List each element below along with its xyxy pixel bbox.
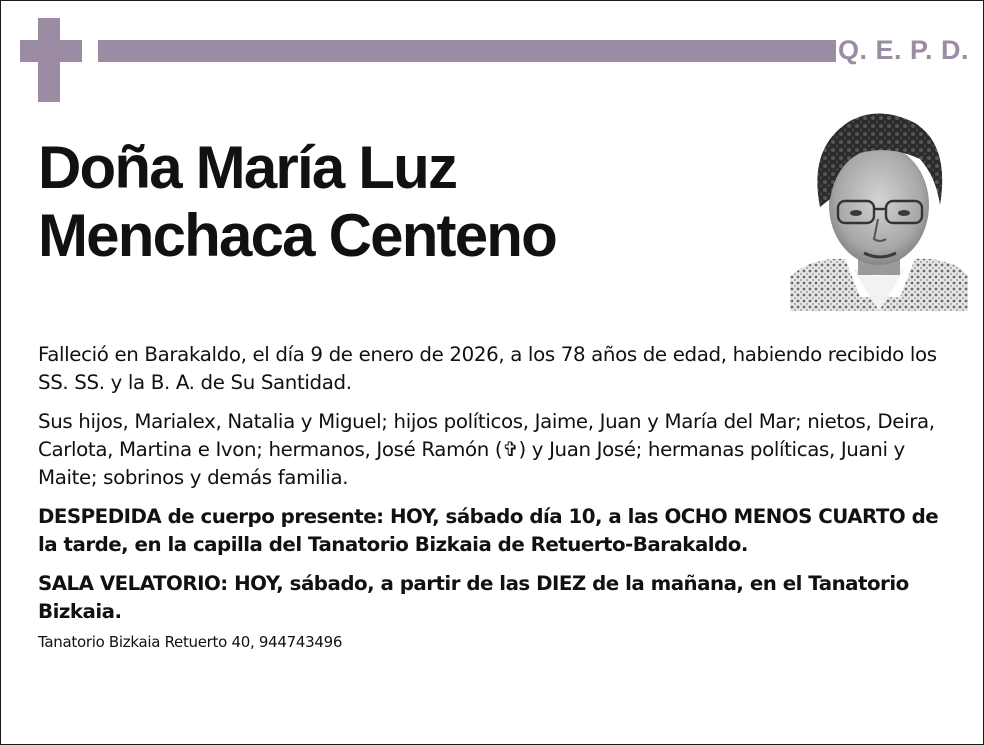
cross-icon-horizontal xyxy=(20,40,82,62)
name-line-1: Doña María Luz xyxy=(38,134,457,201)
family-notice xyxy=(38,408,958,492)
cross-icon: ✞ xyxy=(502,438,519,461)
header-bar xyxy=(98,40,836,62)
family-text-part-1: Sus hijos, Marialex, Natalia y Miguel; hijos políticos, Jaime, Juan y María del Mar; nietos, Deira, Carlota, Martina e Ivon; hermanos, José Ramón ( xyxy=(38,410,935,461)
funeral-home-contact: Tanatorio Bizkaia Retuerto 40, 944743496 xyxy=(38,633,343,651)
farewell-notice: DESPEDIDA de cuerpo presente: HOY, sábado día 10, a las OCHO MENOS CUARTO de la tarde, en la capilla del Tanatorio Bizkaia de Retuerto-Barakaldo. xyxy=(38,505,939,556)
portrait-photo xyxy=(790,107,968,311)
deceased-name xyxy=(38,134,758,270)
family-text-part-2: ) y Juan José; hermanas políticas, Juani y Maite; sobrinos y demás familia. xyxy=(38,438,905,489)
name-line-2: Menchaca Centeno xyxy=(38,202,556,269)
death-notice: Falleció en Barakaldo, el día 9 de enero de 2026, a los 78 años de edad, habiendo recibido los SS. SS. y la B. A. de Su Santidad. xyxy=(38,343,937,394)
wake-room-notice: SALA VELATORIO: HOY, sábado, a partir de las DIEZ de la mañana, en el Tanatorio Bizkaia. xyxy=(38,572,909,623)
qepd-label: Q. E. P. D. xyxy=(837,35,969,65)
obituary-body xyxy=(38,341,958,652)
